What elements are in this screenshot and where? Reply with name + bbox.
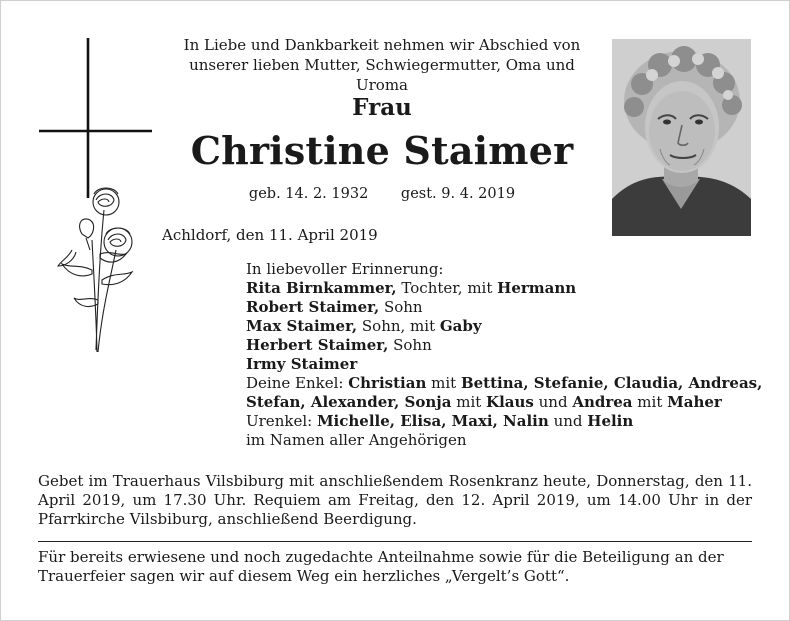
birth-date: geb. 14. 2. 1932 [248, 186, 369, 202]
roses-icon [52, 180, 142, 360]
relatives-line: im Namen aller Angehörigen [246, 431, 467, 449]
portrait-photo [612, 39, 751, 236]
mourner-line: Max Staimer, Sohn, mit Gaby [246, 317, 482, 335]
salutation: Frau [352, 94, 412, 121]
place-date: Achldorf, den 11. April 2019 [162, 226, 378, 244]
deceased-name: Christine Staimer [190, 128, 574, 173]
thanks-text: Für bereits erwiesene und noch zugedachte Anteilnahme sowie für die Beteiligung an der Trauerfeier sagen wir auf diesem Weg ein herzliches „Vergelt’s Gott“. [38, 548, 724, 585]
service-info: Gebet im Trauerhaus Vilsbiburg mit anschließendem Rosenkranz heute, Donnerstag, den 11. April 2019, um 17.30 Uhr. Requiem am Freitag, den 12. April 2019, um 14.00 Uhr in der Pfarrkirche Vilsbiburg, anschließend Beerdigung. [38, 472, 752, 528]
great-grandchildren-line: Urenkel: Michelle, Elisa, Maxi, Nalin und Helin [246, 412, 634, 430]
intro-text: In Liebe und Dankbarkeit nehmen wir Abschied von unserer lieben Mutter, Schwiegermutter, Oma und Uroma [183, 36, 581, 94]
divider-line [38, 541, 752, 542]
mourner-line: Irmy Staimer [246, 355, 358, 373]
death-date: gest. 9. 4. 2019 [400, 186, 516, 202]
mourner-line: Robert Staimer, Sohn [246, 298, 423, 316]
mourners-list [246, 260, 762, 450]
mourner-line: Herbert Staimer, Sohn [246, 336, 432, 354]
life-dates [162, 186, 602, 202]
remembrance-heading: In liebevoller Erinnerung: [246, 260, 444, 278]
grandchildren-line: Deine Enkel: Christian mit Bettina, Stefanie, Claudia, Andreas, [246, 374, 763, 392]
grandchildren-line: Stefan, Alexander, Sonja mit Klaus und Andrea mit Maher [246, 393, 722, 411]
mourner-line: Rita Birnkammer, Tochter, mit Hermann [246, 279, 577, 297]
